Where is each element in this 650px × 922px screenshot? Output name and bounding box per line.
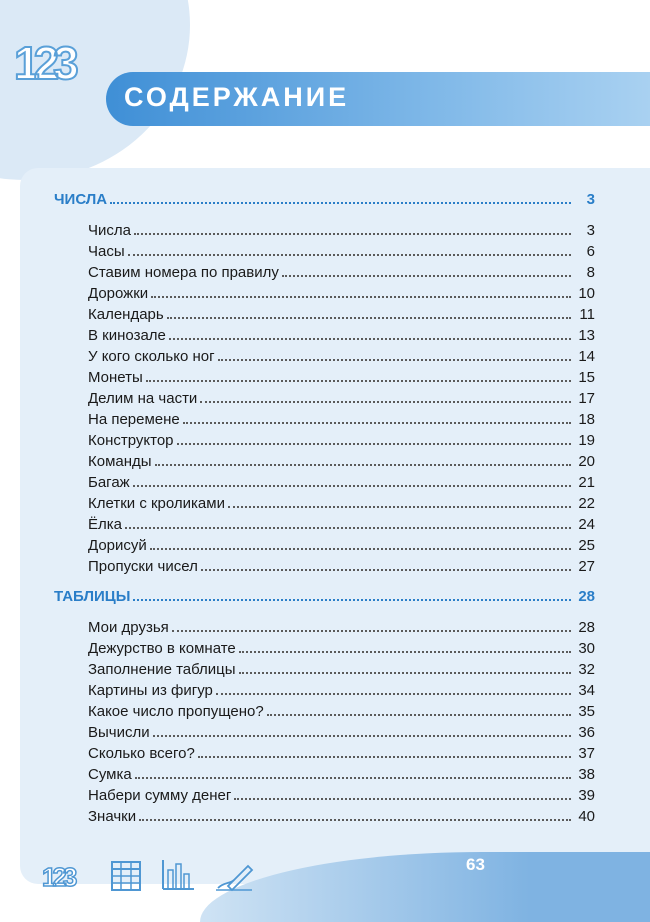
entry-title: Ставим номера по правилу <box>88 264 279 281</box>
toc-entry[interactable] <box>88 282 595 302</box>
leader-dots <box>155 464 571 466</box>
toc-entry[interactable] <box>88 429 595 449</box>
leader-dots <box>135 777 571 779</box>
leader-dots <box>239 672 571 674</box>
entry-page: 13 <box>578 327 595 344</box>
entry-page: 8 <box>586 264 595 281</box>
leader-dots <box>151 296 571 298</box>
leader-dots <box>133 599 571 601</box>
page-title: СОДЕРЖАНИЕ <box>124 82 350 112</box>
toc-entry[interactable] <box>88 658 595 678</box>
leader-dots <box>169 338 571 340</box>
table-icon <box>110 860 142 897</box>
leader-dots <box>228 506 571 508</box>
leader-dots <box>128 254 571 256</box>
toc-entry[interactable] <box>88 534 595 554</box>
entry-page: 35 <box>578 703 595 720</box>
toc-entry[interactable] <box>88 679 595 699</box>
leader-dots <box>183 422 571 424</box>
entry-title: Делим на части <box>88 390 198 407</box>
leader-dots <box>282 275 571 277</box>
entry-title: Дежурство в комнате <box>88 640 236 657</box>
entry-page: 19 <box>578 432 595 449</box>
leader-dots <box>200 401 571 403</box>
entry-page: 18 <box>578 411 595 428</box>
entry-page: 3 <box>586 222 595 239</box>
leader-dots <box>239 651 571 653</box>
entry-title: Клетки с кроликами <box>88 495 225 512</box>
entry-title: Набери сумму денег <box>88 787 232 804</box>
svg-text:123: 123 <box>42 862 74 892</box>
toc-entry[interactable] <box>88 240 595 260</box>
entry-title: Сумка <box>88 766 132 783</box>
entry-title: Часы <box>88 243 125 260</box>
entry-page: 40 <box>578 808 595 825</box>
pencil-icon <box>214 862 254 897</box>
entry-page: 6 <box>586 243 595 260</box>
leader-dots <box>234 798 571 800</box>
leader-dots <box>146 380 571 382</box>
numbers-123-icon <box>40 858 92 897</box>
toc-entry[interactable] <box>88 219 595 239</box>
entry-title: Заполнение таблицы <box>88 661 236 678</box>
entry-page: 20 <box>578 453 595 470</box>
leader-dots <box>153 735 571 737</box>
footer-icons <box>40 858 254 897</box>
entry-title: Сколько всего? <box>88 745 195 762</box>
leader-dots <box>177 443 571 445</box>
entry-page: 32 <box>578 661 595 678</box>
section-page: 28 <box>578 588 595 605</box>
entry-page: 11 <box>579 306 595 323</box>
entry-title: У кого сколько ног <box>88 348 215 365</box>
leader-dots <box>201 569 571 571</box>
toc-entry[interactable] <box>88 345 595 365</box>
section-title: ТАБЛИЦЫ <box>54 588 131 605</box>
toc-entry[interactable] <box>88 324 595 344</box>
bar-chart-icon <box>160 858 196 897</box>
toc-entry[interactable] <box>88 471 595 491</box>
entry-title: Значки <box>88 808 137 825</box>
toc-entry[interactable] <box>88 366 595 386</box>
toc-entry[interactable] <box>88 763 595 783</box>
section-heading[interactable] <box>54 188 595 208</box>
toc-entry[interactable] <box>88 387 595 407</box>
entry-page: 15 <box>578 369 595 386</box>
entry-title: Дорисуй <box>88 537 147 554</box>
entry-page: 34 <box>578 682 595 699</box>
toc-entry[interactable] <box>88 700 595 720</box>
entry-title: Ёлка <box>88 516 122 533</box>
toc-entry[interactable] <box>88 450 595 470</box>
entry-title: Числа <box>88 222 131 239</box>
entry-page: 17 <box>578 390 595 407</box>
corner-number: 123 <box>14 37 73 89</box>
entry-page: 36 <box>578 724 595 741</box>
entry-page: 14 <box>578 348 595 365</box>
entry-title: Пропуски чисел <box>88 558 198 575</box>
entry-page: 24 <box>578 516 595 533</box>
toc-entry[interactable] <box>88 492 595 512</box>
entry-title: Вычисли <box>88 724 150 741</box>
entry-page: 37 <box>578 745 595 762</box>
entry-title: Конструктор <box>88 432 174 449</box>
toc-entry[interactable] <box>88 616 595 636</box>
section-page: 3 <box>586 191 595 208</box>
toc-entry[interactable] <box>88 805 595 825</box>
leader-dots <box>125 527 571 529</box>
entry-page: 28 <box>578 619 595 636</box>
section-heading[interactable] <box>54 585 595 605</box>
entry-title: Багаж <box>88 474 130 491</box>
leader-dots <box>267 714 571 716</box>
entry-page: 21 <box>578 474 595 491</box>
leader-dots <box>139 819 571 821</box>
entry-page: 30 <box>578 640 595 657</box>
toc-entry[interactable] <box>88 408 595 428</box>
entry-page: 10 <box>578 285 595 302</box>
toc-entry[interactable] <box>88 784 595 804</box>
section-title: ЧИСЛА <box>54 191 108 208</box>
toc-entry[interactable] <box>88 721 595 741</box>
toc-entry[interactable] <box>88 513 595 533</box>
entry-title: Картины из фигур <box>88 682 213 699</box>
entry-page: 38 <box>578 766 595 783</box>
leader-dots <box>134 233 571 235</box>
toc-entry[interactable] <box>88 637 595 657</box>
toc-entry[interactable] <box>88 303 595 323</box>
leader-dots <box>172 630 571 632</box>
toc-entry[interactable] <box>88 555 595 575</box>
entry-page: 39 <box>578 787 595 804</box>
leader-dots <box>133 485 571 487</box>
leader-dots <box>167 317 571 319</box>
entry-title: Монеты <box>88 369 143 386</box>
leader-dots <box>110 202 571 204</box>
entry-title: Дорожки <box>88 285 149 302</box>
entry-page: 25 <box>578 537 595 554</box>
toc-entry[interactable] <box>88 742 595 762</box>
entry-page: 27 <box>578 558 595 575</box>
entry-title: На перемене <box>88 411 180 428</box>
toc-entry[interactable] <box>88 261 595 281</box>
page-number: 63 <box>466 855 485 874</box>
leader-dots <box>150 548 571 550</box>
entry-title: Какое число пропущено? <box>88 703 264 720</box>
entry-title: В кинозале <box>88 327 166 344</box>
leader-dots <box>216 693 571 695</box>
entry-page: 22 <box>578 495 595 512</box>
entry-title: Команды <box>88 453 152 470</box>
entry-title: Мои друзья <box>88 619 169 636</box>
leader-dots <box>218 359 571 361</box>
entry-title: Календарь <box>88 306 164 323</box>
leader-dots <box>198 756 571 758</box>
